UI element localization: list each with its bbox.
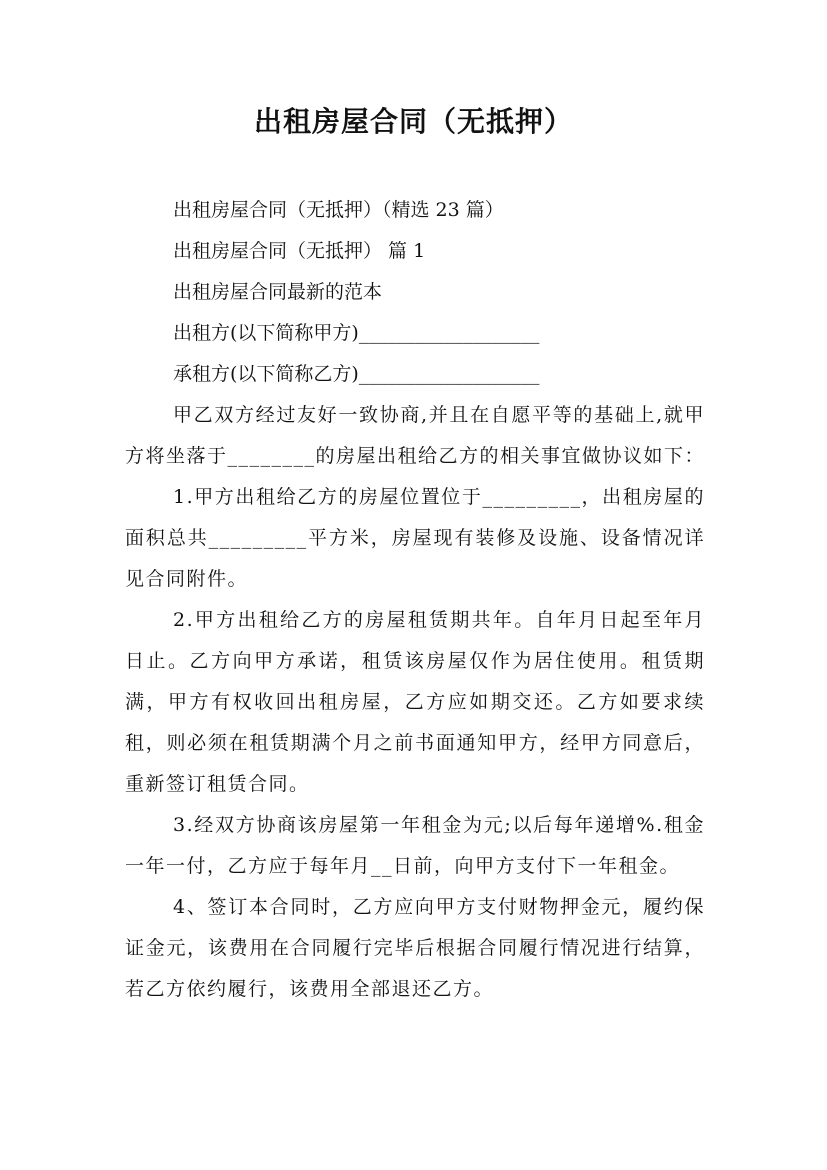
- clause-1-paragraph: 1.甲方出租给乙方的房屋位置位于_________，出租房屋的面积总共_________平方米，房屋现有装修及设施、设备情况详见合同附件。: [125, 486, 705, 590]
- template-heading: 出租房屋合同最新的范本: [173, 281, 383, 303]
- section-heading: 出租房屋合同（无抵押） 篇 1: [173, 240, 426, 262]
- clause-2-paragraph: 2.甲方出租给乙方的房屋租赁期共年。自年月日起至年月日止。乙方向甲方承诺，租赁该房屋仅作为居住使用。租赁期满，甲方有权收回出租房屋，乙方应如期交还。乙方如要求续租，则必须在租赁期满个月之前书面通知甲方，经甲方同意后，重新签订租赁合同。: [125, 609, 705, 795]
- clause-3-paragraph: 3.经双方协商该房屋第一年租金为元;以后每年递增%.租金一年一付，乙方应于每年月__日前，向甲方支付下一年租金。: [125, 814, 705, 877]
- document-body: [125, 190, 705, 1010]
- clause-4-paragraph: 4、签订本合同时，乙方应向甲方支付财物押金元，履约保证金元，该费用在合同履行完毕后根据合同履行情况进行结算，若乙方依约履行，该费用全部退还乙方。: [125, 896, 705, 1000]
- subtitle-line: 出租房屋合同（无抵押）（精选 23 篇）: [173, 199, 504, 221]
- lessor-line: 出租方(以下简称甲方)___________________: [173, 322, 540, 344]
- intro-paragraph: 甲乙双方经过友好一致协商,并且在自愿平等的基础上,就甲方将坐落于________的房屋出租给乙方的相关事宜做协议如下：: [125, 404, 706, 467]
- lessee-line: 承租方(以下简称乙方)___________________: [173, 363, 540, 385]
- document-title: 出租房屋合同（无抵押）: [253, 105, 573, 138]
